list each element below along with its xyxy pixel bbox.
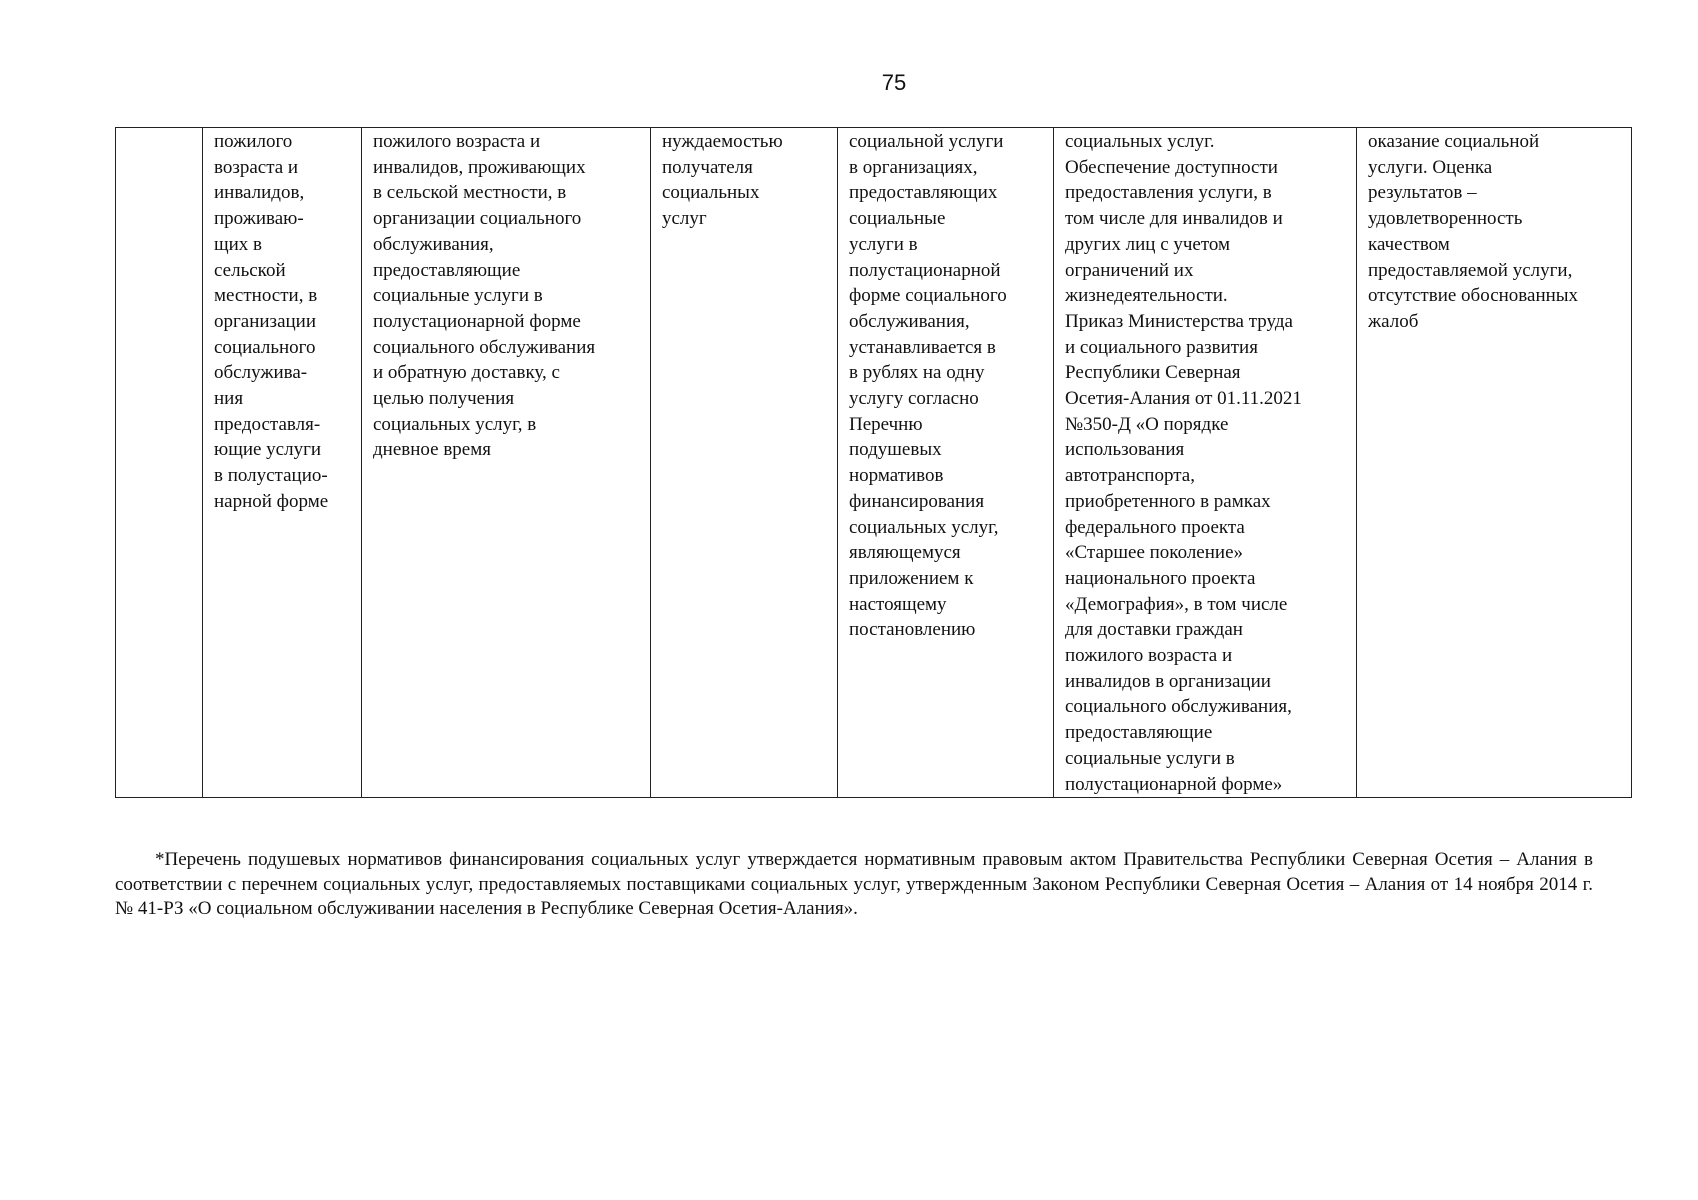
table-cell-term: нуждаемостью получателя социальных услуг <box>651 128 838 798</box>
services-table <box>115 127 1632 798</box>
page-number: 75 <box>881 70 907 95</box>
table-cell-number <box>116 128 203 798</box>
table-cell-conditions: социальных услуг. Обеспечение доступности предоставления услуги, в том числе для инвалидов и других лиц с учетом ограничений их жизнедеятельности. Приказ Министерства труда и социального развития Республики Северная Осетия-Алания от 01.11.2021 №350-Д «О порядке использования автотранспорта, приобретенного в рамках федерального проекта «Старшее поколение» национального проекта «Демография», в том числе для доставки граждан пожилого возраста и инвалидов в организации социального обслуживания, предоставляющие социальные услуги в полустационарной форме» <box>1054 128 1357 798</box>
footnote: *Перечень подушевых нормативов финансирования социальных услуг утверждается нормативным правовым актом Правительства Республики Северная Осетия – Алания в соответствии с перечнем социальных услуг, предоставляемых поставщиками социальных услуг, утвержденным Законом Республики Северная Осетия – Алания от 14 ноября 2014 г. № 41-РЗ «О социальном обслуживании населения в Республике Северная Осетия-Алания». <box>115 849 1593 919</box>
table-cell-description: пожилого возраста и инвалидов, проживающих в сельской местности, в организации социального обслуживания, предоставляющие социальные услуги в полустационарной форме социального обслуживания и обратную доставку, с целью получения социальных услуг, в дневное время <box>362 128 651 798</box>
table-cell-evaluation: оказание социальной услуги. Оценка результатов – удовлетворенность качеством предоставляемой услуги, отсутствие обоснованных жалоб <box>1357 128 1632 798</box>
table-row <box>116 128 1632 798</box>
table-cell-service-name: пожилого возраста и инвалидов, проживаю- щих в сельской местности, в организации социального обслужива- ния предоставля- ющие услуги в полустацио- нарной форме <box>203 128 362 798</box>
table-cell-norm: социальной услуги в организациях, предоставляющих социальные услуги в полустационарной форме социального обслуживания, устанавливается в в рублях на одну услугу согласно Перечню подушевых нормативов финансирования социальных услуг, являющемуся приложением к настоящему постановлению <box>838 128 1054 798</box>
